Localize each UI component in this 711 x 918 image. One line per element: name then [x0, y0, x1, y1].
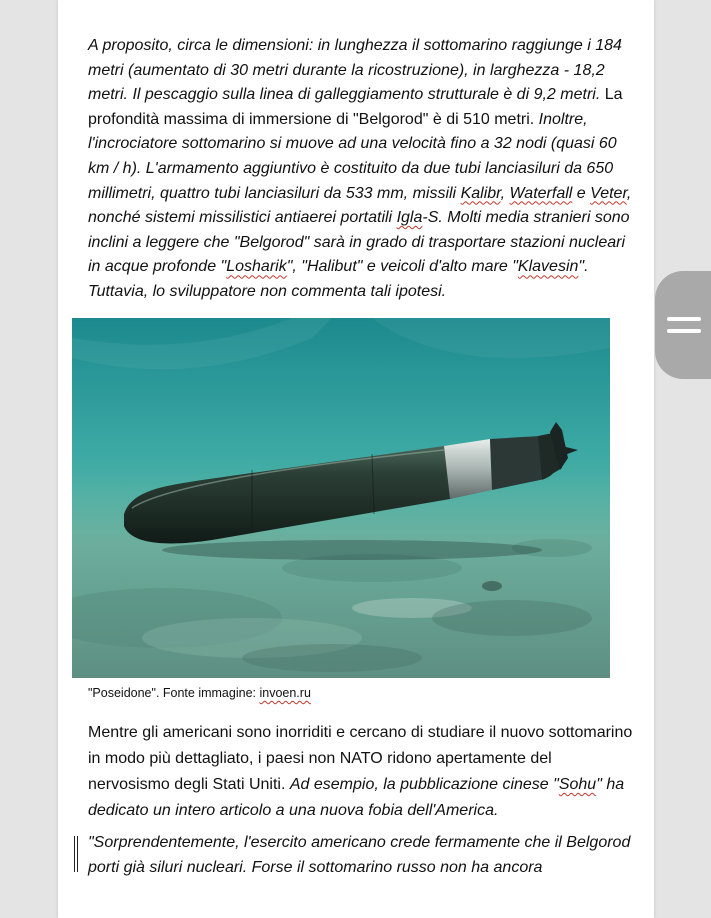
caption-text: "Poseidone". Fonte immagine:: [88, 686, 260, 700]
blockquote-bar: [74, 836, 78, 872]
text-run: ,: [500, 184, 510, 202]
spellcheck-word[interactable]: Veter: [590, 184, 627, 202]
scroll-handle[interactable]: [655, 271, 711, 379]
text-run: -S. Molti media stranieri sono inclini a leggere che "Belgorod" sarà in grado di trasportare stazioni nucleari in acque profonde ": [88, 209, 630, 276]
spellcheck-word[interactable]: Waterfall: [509, 184, 573, 202]
blockquote-paragraph: "Sorprendentemente, l'esercito americano crede fermamente che il Belgorod porti già siluri nucleari. Forse il sottomarino russo non ha ancora: [88, 834, 631, 876]
figure-caption: [88, 686, 311, 700]
caption-source-link[interactable]: invoen.ru: [259, 686, 311, 700]
text-run: " ha dedicato un intero articolo a una nuova fobia dell'America.: [88, 776, 625, 819]
paragraph-dimensions: [88, 34, 636, 305]
paragraph-reaction: [88, 720, 636, 824]
underwater-illustration: [72, 318, 610, 678]
text-run: Ad esempio, la pubblicazione cinese ": [289, 776, 559, 793]
handle-grip-icon: [667, 317, 701, 321]
spellcheck-word[interactable]: Igla: [396, 209, 423, 227]
spellcheck-word[interactable]: Sohu: [558, 776, 597, 793]
poseidon-torpedo-image: [72, 318, 610, 678]
text-run: , nonché sistemi missilistici antiaerei portatili: [88, 184, 632, 227]
handle-grip-icon: [667, 329, 701, 333]
text-run: Inoltre, l'incrociatore sottomarino si muove ad una velocità fino a 32 nodi (quasi 60 km / h). L'armamento aggiuntivo è costituito da due tubi lanciasiluri da 650 millimetri, quattro tubi lanciasiluri da 533 mm, missili: [88, 110, 617, 202]
spellcheck-word[interactable]: Klavesin: [517, 258, 579, 276]
text-run: ". Tuttavia, lo sviluppatore non commenta tali ipotesi.: [88, 258, 589, 300]
spellcheck-word[interactable]: Losharik: [226, 258, 287, 276]
text-run: A proposito, circa le dimensioni: in lunghezza il sottomarino raggiunge i 184 metri (aumentato di 30 metri durante la ricostruzione), in larghezza - 18,2 metri. Il pescaggio sulla linea di galleggiamento strutturale è di 9,2 metri.: [88, 37, 622, 104]
text-run: ", "Halibut" e veicoli d'alto mare ": [286, 258, 518, 276]
spellcheck-word[interactable]: Kalibr: [460, 184, 501, 202]
text-run: La profondità massima di immersione di "Belgorod" è di 510 metri.: [88, 86, 623, 128]
text-run: e: [572, 184, 591, 202]
text-run: Mentre gli americani sono inorriditi e cercano di studiare il nuovo sottomarino in modo più dettagliato, i paesi non NATO ridono apertamente del nervosismo degli Stati Uniti.: [88, 724, 633, 793]
